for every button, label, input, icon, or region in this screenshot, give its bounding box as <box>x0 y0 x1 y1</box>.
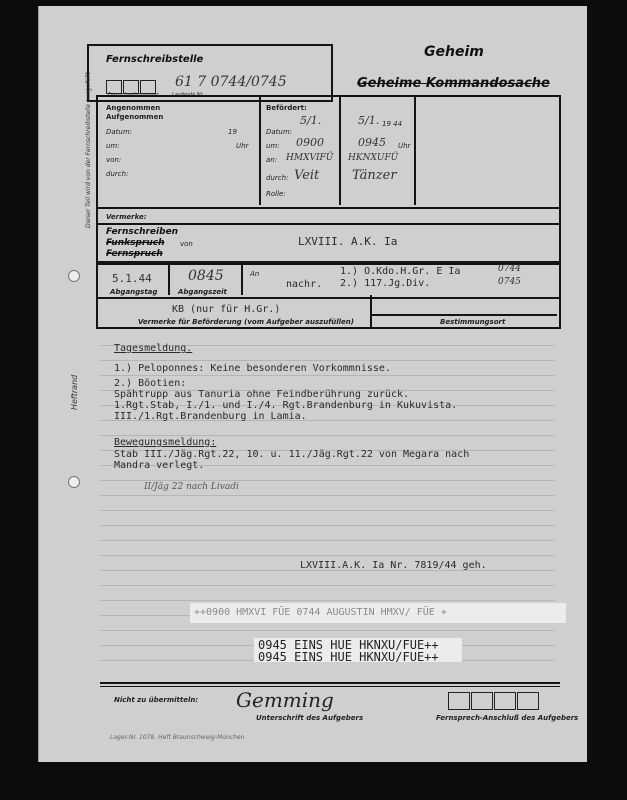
sent-time-2: 0945 <box>358 136 386 149</box>
bestimmungsort-label: Bestimmungsort <box>440 318 506 326</box>
routing-dest-1: 1.) O.Kdo.H.Gr. E Ia <box>340 266 461 277</box>
sent-uhr: Uhr <box>398 142 411 150</box>
transmission-grid <box>96 95 561 209</box>
punch-hole-top <box>68 270 80 282</box>
sent-an-2: HKNXUFÜ <box>348 153 399 163</box>
sent-time-1: 0900 <box>296 136 324 149</box>
handwritten-note: II/Jäg 22 nach Livadi <box>144 482 239 492</box>
telex-strip-2: 0945 EINS HUE HKNXU/FUE++ <box>254 638 462 652</box>
received-year: 19 <box>228 128 237 136</box>
heftrand-label: Heftrand <box>70 374 79 410</box>
message-item1: 1.) Peloponnes: Keine besonderen Vorkommnisse. <box>114 363 391 374</box>
routing-time: 0845 <box>188 268 224 284</box>
phone-label: Fernsprech-Anschluß des Aufgebers <box>436 714 579 722</box>
method-von: von <box>180 240 193 248</box>
reference-number: LXVIII.A.K. Ia Nr. 7819/44 geh. <box>300 560 487 571</box>
sender: LXVIII. A.K. Ia <box>298 235 398 248</box>
phone-boxes <box>448 690 540 710</box>
classification-geheim: Geheim <box>424 44 484 60</box>
sent-durch-1: Veit <box>294 168 320 183</box>
routing-dest-2: 2.) 117.Jg.Div. <box>340 278 431 289</box>
method-funkspruch: Funkspruch <box>106 238 165 248</box>
received-um: um: <box>106 142 120 150</box>
sent-year: 19 44 <box>382 120 403 128</box>
routing-date: 5.1.44 <box>112 272 152 285</box>
message-item2-line2: 1.Rgt.Stab, I./1. und I./4. Rgt.Brandenburg in Kukuvista. <box>114 400 458 411</box>
telex-strip-3: 0945 EINS HUE HKNXU/FUE++ <box>254 652 462 662</box>
message-item2-line3: III./1.Rgt.Brandenburg in Lamia. <box>114 411 307 422</box>
vertical-note: Dieser Teil wird von der Fernschreibstelle ausgefüllt <box>85 72 92 228</box>
vermerke-label: Vermerke: <box>106 213 147 221</box>
bewegung-heading: Bewegungsmeldung: <box>114 437 217 448</box>
sent-date-1: 5/1. <box>300 114 322 127</box>
signature-label: Unterschrift des Aufgebers <box>256 714 364 722</box>
fernschreibnummer-label: Fernschreibnummer <box>108 92 159 98</box>
fernschreibstelle-title: Fernschreibstelle <box>106 54 204 65</box>
routing-nachr: nachr. <box>286 279 323 290</box>
punch-hole-bottom <box>68 476 80 488</box>
sent-title: Befördert: <box>266 104 307 112</box>
sent-um: um: <box>266 142 280 150</box>
sent-an: an: <box>266 156 278 164</box>
routing-time-dest-2: 0745 <box>498 277 521 287</box>
received-title-1: Angenommen <box>106 104 161 112</box>
message-heading: Tagesmeldung. <box>114 343 193 354</box>
signature: Gemming <box>236 688 334 712</box>
message-item2-line1: Spähtrupp aus Tanuria ohne Feindberührung zurück. <box>114 389 410 400</box>
method-fernschreiben: Fernschreiben <box>106 227 179 237</box>
routing-an: An <box>250 270 260 278</box>
received-title-2: Aufgenommen <box>106 113 164 121</box>
sent-date-2: 5/1. <box>358 114 380 127</box>
received-datum: Datum: <box>106 128 133 136</box>
received-durch: durch: <box>106 170 129 178</box>
sent-rolle: Rolle: <box>266 190 286 198</box>
telex-strip-1: ++0900 HMXVI FÜE 0744 AUGUSTIN HMXV/ FÜE + <box>190 603 566 623</box>
laufende-nr-label: Laufende Nr. <box>172 92 204 98</box>
bewegung-line2: Mandra verlegt. <box>114 460 205 471</box>
sent-durch-2: Tänzer <box>352 168 397 183</box>
received-von: von: <box>106 156 122 164</box>
routing-time-dest-1: 0744 <box>498 264 521 274</box>
bewegung-line1: Stab III./Jäg.Rgt.22, 10. u. 11./Jäg.Rgt.22 von Megara nach <box>114 449 470 460</box>
printer-note: Lager-Nr. 1078. Heft Braunschweig-München <box>110 734 245 741</box>
received-uhr: Uhr <box>236 142 249 150</box>
nicht-uebermitteln: Nicht zu übermitteln: <box>114 696 199 704</box>
sent-datum: Datum: <box>266 128 293 136</box>
sent-an-1: HMXVIFÜ <box>286 153 334 163</box>
routing-kb: KB (nur für H.Gr.) <box>172 304 281 315</box>
serial-number: 61 7 0744/0745 <box>175 74 287 90</box>
routing-kb-label: Vermerke für Beförderung (vom Aufgeber auszufüllen) <box>138 318 354 326</box>
routing-time-label: Abgangszeit <box>178 288 227 296</box>
routing-row <box>96 263 561 299</box>
sent-durch: durch: <box>266 174 289 182</box>
routing-date-label: Abgangstag <box>110 288 158 296</box>
vermerke-row <box>96 205 561 225</box>
classification-kommandosache: Geheime Kommandosache <box>357 76 550 91</box>
message-item2: 2.) Böotien: <box>114 378 187 389</box>
method-fernspruch: Fernspruch <box>106 249 163 259</box>
